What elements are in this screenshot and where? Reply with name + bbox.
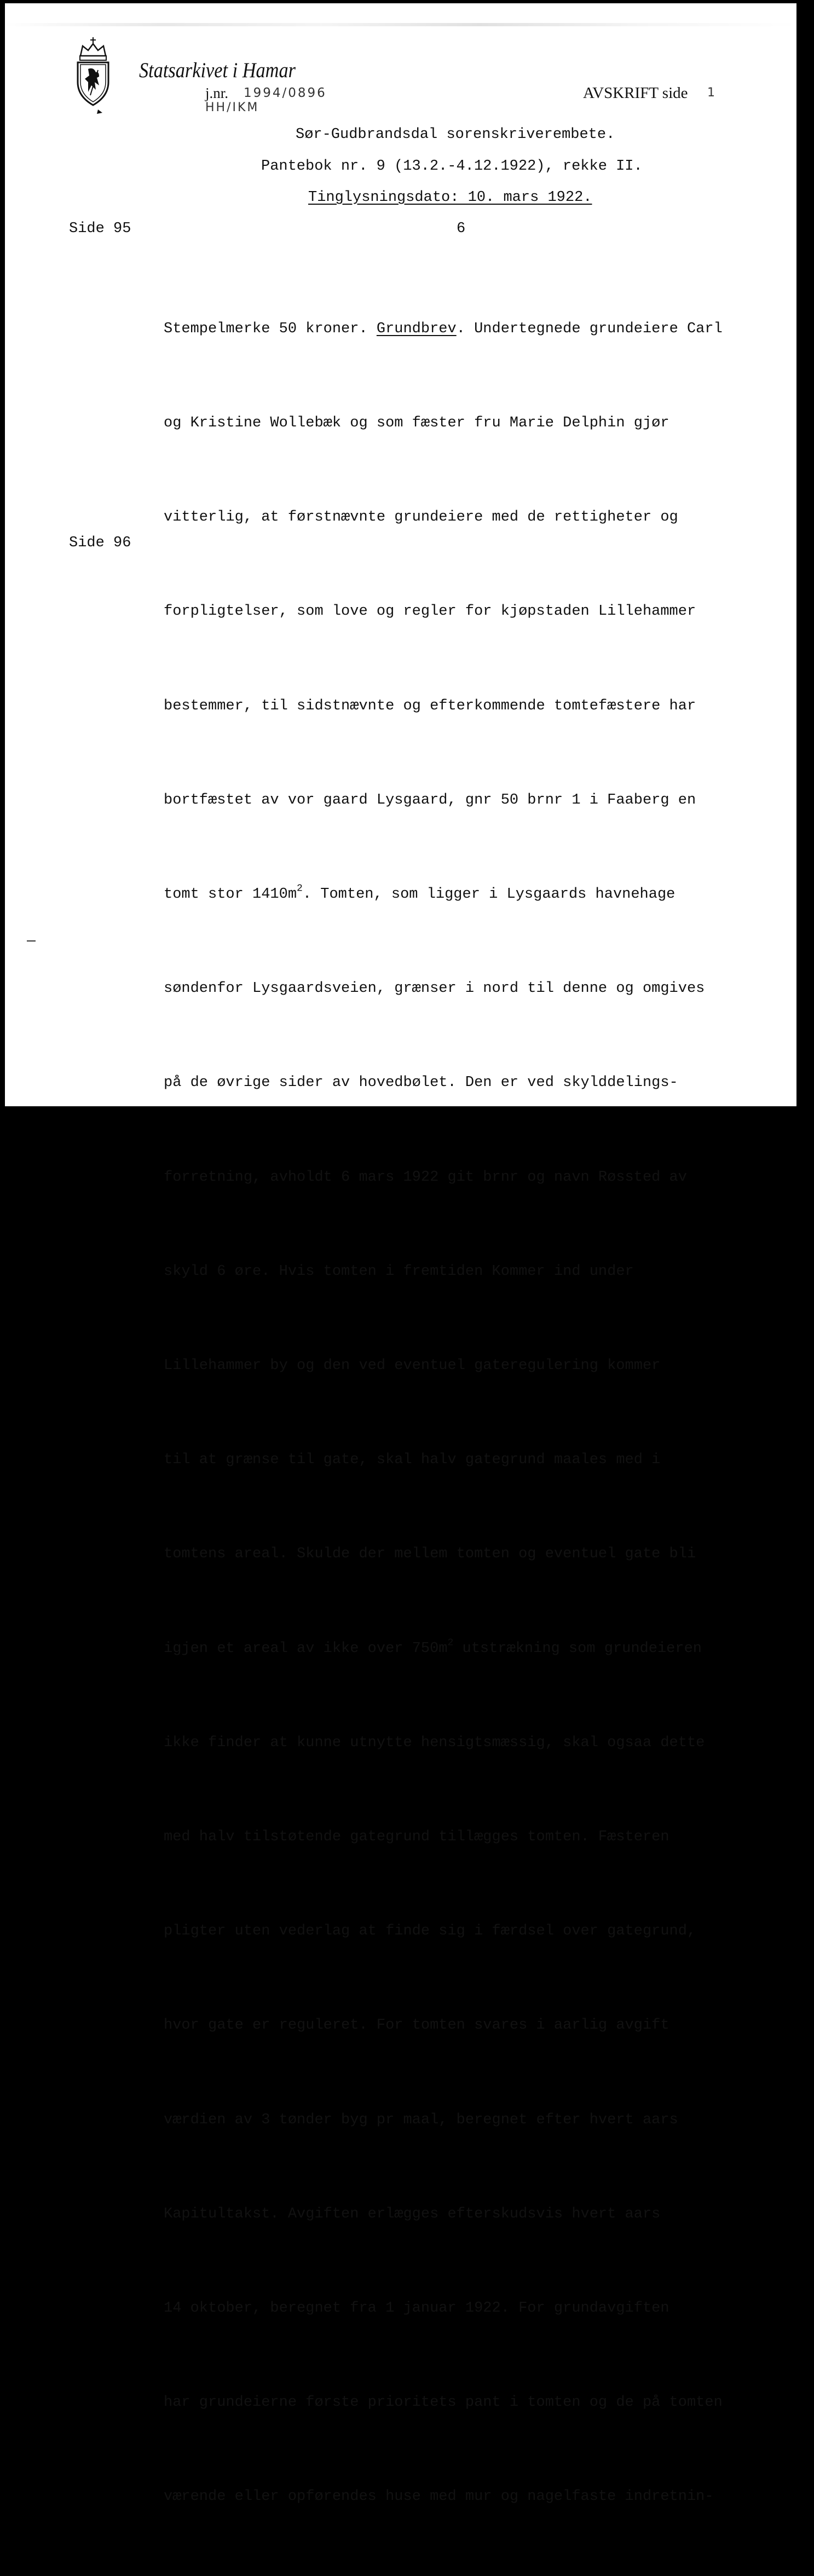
text-line: tomtens areal. Skulde der mellem tomten og eventuel gate bli [164, 1546, 696, 1563]
text-line: Lillehammer by og den ved eventuel gateregulering kommer [164, 1358, 661, 1374]
text-line: hvor gate er reguleret. For tomten svares i aarlig avgift [164, 2017, 669, 2034]
text-line: pligter uten vederlag at finde sig i færdsel over gategrund, [164, 1923, 696, 1940]
text-line: ikke finder at kunne utnytte hensigtsmæssig, skal ogsaa dette [164, 1734, 705, 1751]
text-line: har grundeierne første prioritets pant i tomten og de på tomten [164, 2394, 723, 2411]
entry-number: 6 [457, 221, 466, 237]
text-line: og Kristine Wollebæk og som fæster fru Marie Delphin gjør [164, 415, 669, 432]
document-page [5, 3, 796, 2505]
text-line: med halv tilstøtende gategrund tillægges tomten. Fæsteren [164, 1829, 669, 1846]
book-title: Pantebok nr. 9 (13.2.-4.12.1922), rekke II. [261, 158, 643, 175]
text-line: søndenfor Lysgaardsveien, grænser i nord til denne og omgives [164, 980, 705, 997]
text-line: tomt stor $1410m^2$. Tomten, som ligger i Lysgaards havnehage [164, 883, 676, 903]
scan-artifact [5, 23, 796, 26]
transcript-label: AVSKRIFT side [583, 84, 688, 102]
registration-date: Tinglysningsdato: 10. mars 1922. [308, 189, 592, 206]
reference-initials: HH/IKM [205, 101, 259, 114]
text-line: vitterlig, at førstnævnte grundeiere med de rettigheter og [164, 509, 678, 526]
margin-note-side-95: Side 95 [69, 221, 131, 237]
margin-dash [27, 940, 36, 942]
transcript-page-number: 1 [707, 86, 715, 100]
text-line: værdien av 3 tønder byg pr maal, beregnet efter hvert aars [164, 2111, 678, 2128]
text-line: Stempelmerke 50 kroner. Grundbrev. Undertegnede grundeiere Carl [164, 320, 723, 337]
text-line: Kapitultakst. Avgiften erlægges efterskudsvis hvert aars [164, 2205, 661, 2222]
office-title: Sør-Gudbrandsdal sorenskriverembete. [296, 126, 615, 143]
institution-name: Statsarkivet i Hamar [139, 59, 296, 82]
text-line: værende eller opførendes huse med mur og nagelfaste indretnin- [164, 2488, 714, 2505]
journal-number-label: j.nr. [205, 85, 229, 101]
text-line: på de øvrige sider av hovedbølet. Den er ved skylddelings- [164, 1075, 678, 1091]
deed-type: Grundbrev [376, 320, 457, 337]
coat-of-arms-icon [75, 35, 111, 117]
text-line: forpligtelser, som love og regler for kjøpstaden Lillehammer [164, 603, 696, 620]
deed-text [164, 251, 782, 2576]
journal-number: 1994/0896 [244, 86, 327, 100]
text-line: bestemmer, til sidstnævnte og efterkommende tomtefæstere har [164, 697, 696, 714]
text-line: 14 oktober, beregnet fra 1 januar 1922. For grundavgiften [164, 2300, 669, 2317]
text-line: skyld 6 øre. Hvis tomten i fremtiden Kommer ind under [164, 1263, 634, 1280]
margin-note-side-96: Side 96 [69, 535, 131, 551]
text-line: forretning, avholdt 6 mars 1922 git brnr og navn Røssted av [164, 1169, 687, 1186]
text-line: til at grænse til gate, skal halv gategrund maales med i [164, 1452, 661, 1469]
text-line: bortfæstet av vor gaard Lysgaard, gnr 50 brnr 1 i Faaberg en [164, 792, 696, 808]
text-line: igjen et areal av ikke over $750m^2$ utstrækning som grundeieren [164, 1637, 702, 1657]
